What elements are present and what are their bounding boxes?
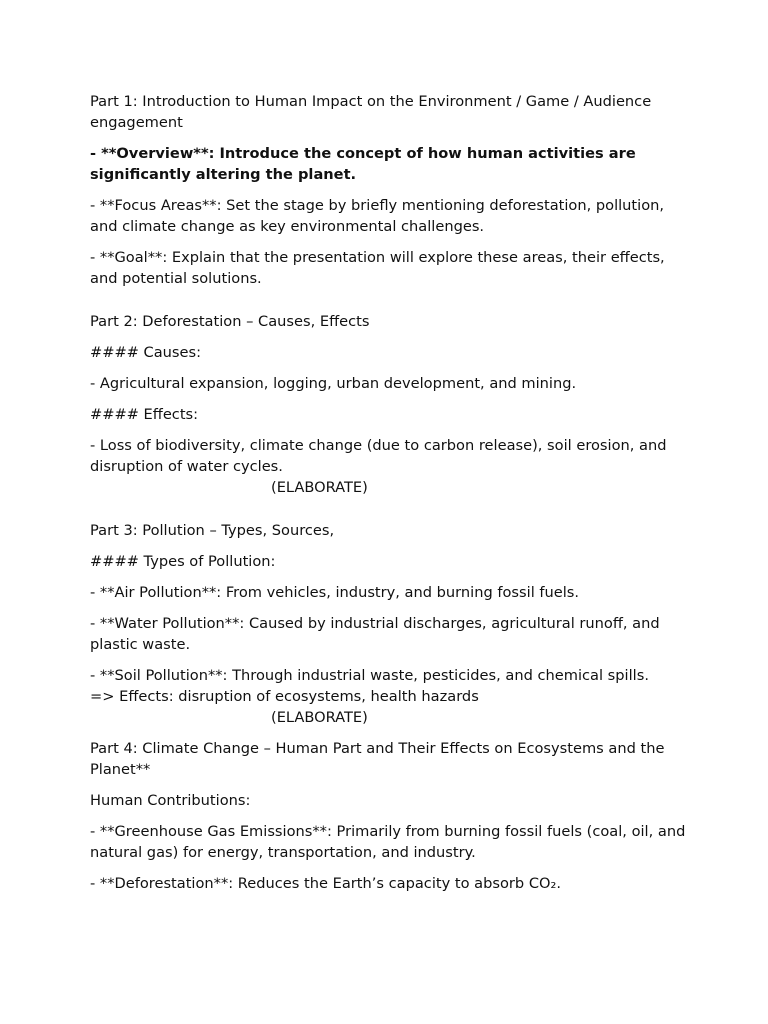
part3-heading: Part 3: Pollution – Types, Sources, <box>90 522 335 539</box>
part2-effects-heading: #### Effects: <box>90 406 199 423</box>
part4-contributions-heading: Human Contributions: <box>90 792 251 809</box>
part2-elaborate: (ELABORATE) <box>271 479 368 496</box>
part4-deforestation: - **Deforestation**: Reduces the Earth’s capacity to absorb CO₂. <box>90 875 561 892</box>
part3-elaborate: (ELABORATE) <box>271 709 368 726</box>
part2-heading: Part 2: Deforestation – Causes, Effects <box>90 313 370 330</box>
document-page <box>90 91 690 904</box>
part1-focus-areas: - **Focus Areas**: Set the stage by briefly mentioning deforestation, pollution, and climate change as key environmental challenges. <box>90 197 665 235</box>
part3-water-pollution: - **Water Pollution**: Caused by industrial discharges, agricultural runoff, and plastic waste. <box>90 615 660 653</box>
part1-heading: Part 1: Introduction to Human Impact on the Environment / Game / Audience engagement <box>90 93 652 131</box>
part1-overview: - **Overview**: Introduce the concept of how human activities are significantly altering the planet. <box>90 145 636 183</box>
part3-effects: => Effects: disruption of ecosystems, health hazards <box>90 688 479 705</box>
part2-causes: - Agricultural expansion, logging, urban development, and mining. <box>90 375 577 392</box>
part3-soil-pollution: - **Soil Pollution**: Through industrial waste, pesticides, and chemical spills. <box>90 667 649 684</box>
part2-effects: - Loss of biodiversity, climate change (due to carbon release), soil erosion, and disruption of water cycles. <box>90 437 667 475</box>
part4-greenhouse-gas: - **Greenhouse Gas Emissions**: Primarily from burning fossil fuels (coal, oil, and natural gas) for energy, transportation, and industry. <box>90 823 686 861</box>
part3-air-pollution: - **Air Pollution**: From vehicles, industry, and burning fossil fuels. <box>90 584 580 601</box>
part3-types-heading: #### Types of Pollution: <box>90 553 276 570</box>
part2-causes-heading: #### Causes: <box>90 344 202 361</box>
part4-heading: Part 4: Climate Change – Human Part and Their Effects on Ecosystems and the Planet** <box>90 740 665 778</box>
part1-goal: - **Goal**: Explain that the presentation will explore these areas, their effects, and potential solutions. <box>90 249 665 287</box>
